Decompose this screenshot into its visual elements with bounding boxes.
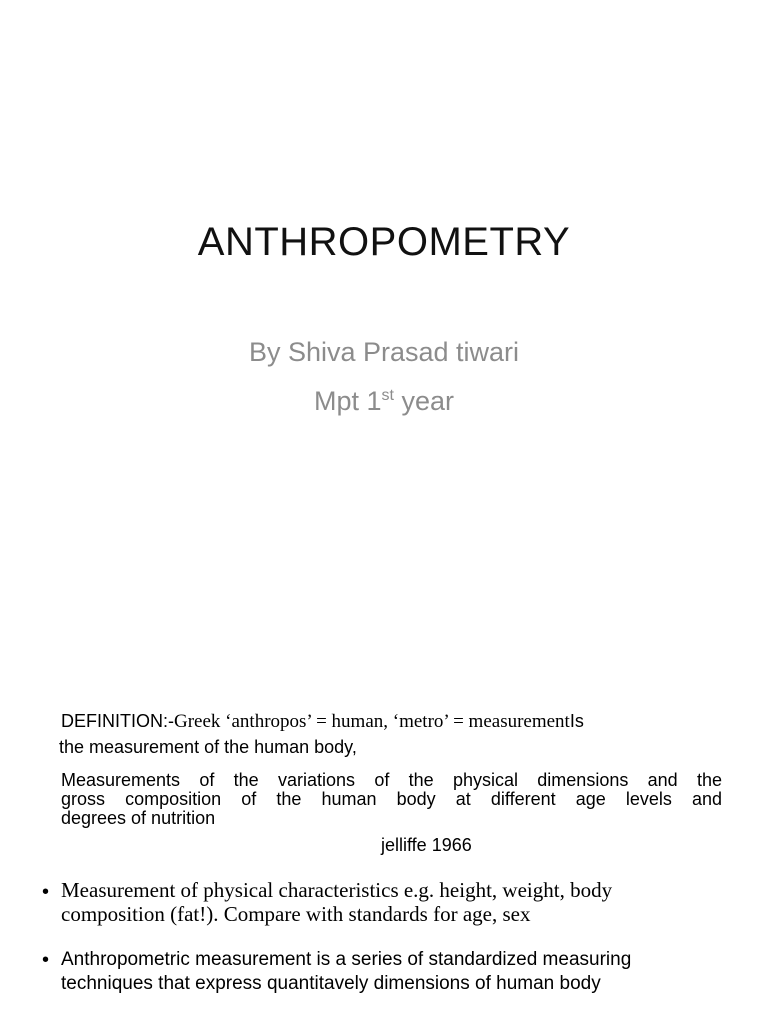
definition-greek: Greek ‘anthropos’ = human, ‘metro’ = measurement <box>174 711 570 732</box>
paragraph-line: degrees of nutrition <box>61 808 216 828</box>
bullet-line: composition (fat!). Compare with standards for age, sex <box>61 902 531 926</box>
definition-line-1 <box>61 710 584 733</box>
definition-is: Is <box>569 711 584 731</box>
paragraph-line: Measurements of the variations of the physical dimensions and the <box>61 770 722 790</box>
definition-line-2: the measurement of the human body, <box>59 737 357 757</box>
bullet-text <box>61 948 631 996</box>
course-line <box>0 384 768 418</box>
bullet-line: techniques that express quantitavely dimensions of human body <box>61 973 601 994</box>
bullet-line: Measurement of physical characteristics e.g. height, weight, body <box>61 878 613 902</box>
paragraph-line: gross composition of the human body at different age levels and <box>61 789 722 809</box>
author-line: By Shiva Prasad tiwari <box>248 337 520 367</box>
slide-title: ANTHROPOMETRY <box>197 220 571 264</box>
bullet-text <box>61 878 612 926</box>
definition-paragraph <box>61 771 722 828</box>
bullet-line: Anthropometric measurement is a series of standardized measuring <box>61 949 632 970</box>
course-superscript: st <box>381 387 394 404</box>
citation: jelliffe 1966 <box>381 835 472 855</box>
bullet-icon: • <box>42 949 50 971</box>
definition-slide <box>0 576 768 1024</box>
definition-label: DEFINITION:- <box>61 711 174 731</box>
bullet-icon: • <box>42 881 50 903</box>
course-suffix: year <box>393 386 454 416</box>
course-prefix: Mpt 1 <box>313 386 382 416</box>
